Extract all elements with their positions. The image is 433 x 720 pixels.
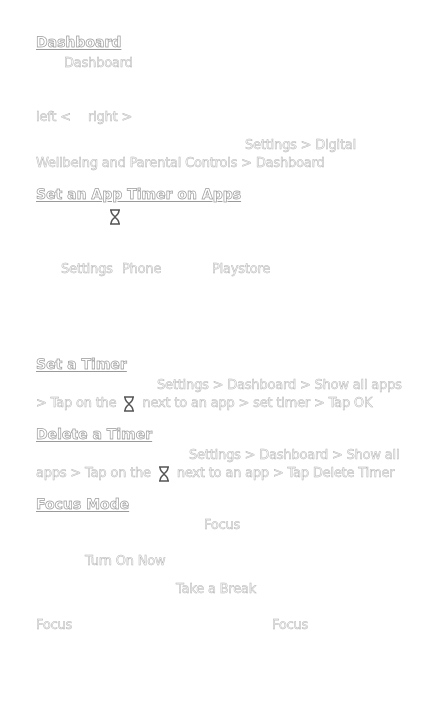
right-label: right > [88, 110, 133, 125]
set-timer-line2-end: next to an app > set timer > Tap OK [142, 396, 373, 411]
settings-label: Settings [61, 262, 113, 277]
delete-timer-line2 [36, 465, 394, 483]
focus-label-3: Focus [272, 618, 309, 633]
dashboard-path-line2: Wellbeing and Parental Controls > Dashboard [36, 156, 325, 171]
turn-on-now-label: Turn On Now [85, 554, 166, 569]
focus-mode-heading: Focus Mode [36, 497, 130, 513]
phone-label: Phone [122, 262, 162, 277]
set-timer-line2 [36, 395, 372, 413]
take-a-break-label: Take a Break [176, 582, 257, 597]
hourglass-icon [108, 206, 122, 225]
set-timer-line1: Settings > Dashboard > Show all apps [157, 378, 402, 393]
delete-timer-line1: Settings > Dashboard > Show all [189, 448, 400, 463]
dashboard-heading: Dashboard [36, 35, 122, 51]
hourglass-icon [157, 466, 171, 482]
delete-timer-line2-start: apps > Tap on the [36, 466, 151, 481]
dashboard-path-line1: Settings > Digital [245, 138, 357, 153]
focus-label-2: Focus [36, 618, 73, 633]
delete-timer-heading: Delete a Timer [36, 427, 153, 443]
hourglass-icon [122, 396, 136, 412]
set-timer-line2-start: > Tap on the [36, 396, 117, 411]
playstore-label: Playstore [212, 262, 271, 277]
app-timer-heading: Set an App Timer on Apps [36, 187, 242, 203]
delete-timer-line2-end: next to an app > Tap Delete Timer [176, 466, 395, 481]
left-label: left < [36, 110, 71, 125]
dashboard-subtext: Dashboard [64, 56, 133, 71]
set-timer-heading: Set a Timer [36, 357, 127, 373]
focus-label-1: Focus [204, 518, 241, 533]
